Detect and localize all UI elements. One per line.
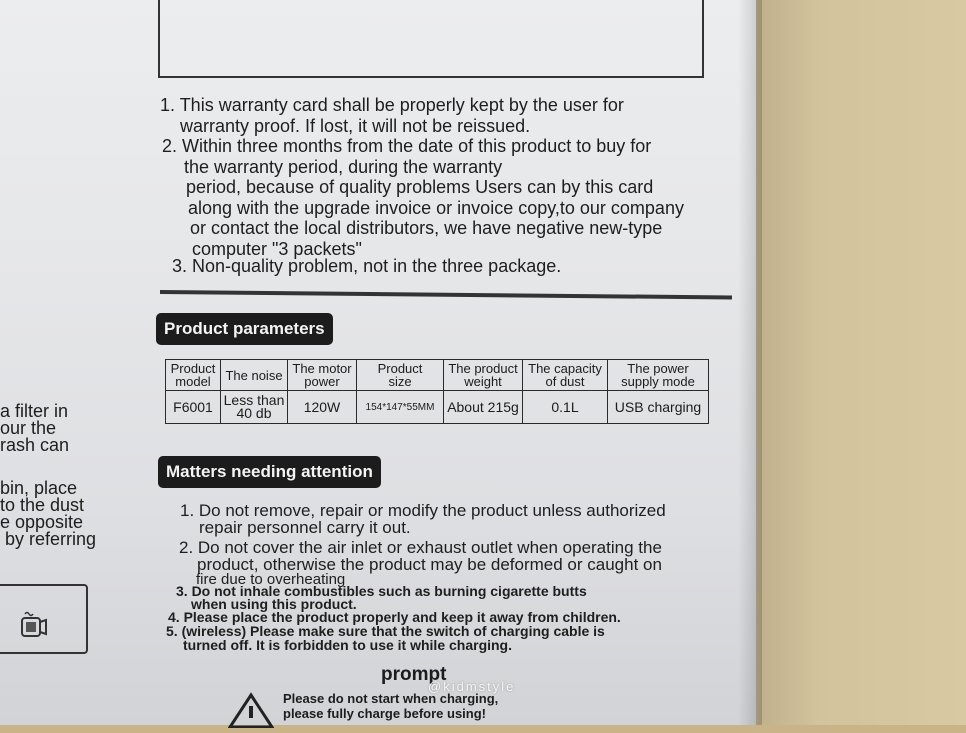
watermark: @kidmstyle bbox=[428, 679, 516, 694]
table-row bbox=[166, 391, 709, 424]
attention-heading: Matters needing attention bbox=[158, 456, 381, 488]
list-item: product, otherwise the product may be deformed or caught on bbox=[197, 555, 662, 574]
table-header-row bbox=[166, 360, 709, 391]
product-parameters-table bbox=[165, 359, 709, 424]
list-item: turned off. It is forbidden to use it while charging. bbox=[183, 637, 512, 653]
header-product-size: Product size bbox=[357, 360, 444, 391]
warranty-item-2: 2. Within three months from the date of this product to buy for the warranty period, during the warranty period, because of quality problems Users can by this card along with the upgrade invoice or invoice copy,to our company or contact the local distributors, we have negative new-type computer "3 packets" bbox=[162, 136, 684, 259]
value-motor-power: 120W bbox=[288, 391, 357, 424]
side-text-bottom: bin, place to the dust e opposite by referring bbox=[0, 478, 97, 549]
prompt-text: Please do not start when charging, please fully charge before using! bbox=[283, 691, 499, 721]
value-model: F6001 bbox=[166, 391, 221, 424]
warning-triangle-icon bbox=[228, 692, 274, 733]
list-item: 3. Do not inhale combustibles such as burning cigarette butts bbox=[176, 583, 587, 599]
list-item: repair personnel carry it out. bbox=[199, 518, 411, 537]
list-item: 4. Please place the product properly and keep it away from children. bbox=[168, 609, 621, 625]
value-dust-capacity: 0.1L bbox=[523, 391, 608, 424]
header-product-weight: The product weight bbox=[444, 360, 523, 391]
side-illustration-box bbox=[0, 584, 88, 654]
list-item: fire due to overheating bbox=[196, 571, 346, 588]
background-wood bbox=[756, 0, 966, 725]
vacuum-icon bbox=[16, 608, 50, 647]
paper-edge-shadow bbox=[738, 0, 762, 725]
header-power-supply: The power supply mode bbox=[608, 360, 709, 391]
header-dust-capacity: The capacity of dust bbox=[523, 360, 608, 391]
value-power-supply: USB charging bbox=[608, 391, 709, 424]
side-text-top: a filter in our the rash can bbox=[0, 401, 70, 455]
header-noise: The noise bbox=[221, 360, 288, 391]
warranty-item-1: 1. This warranty card shall be properly kept by the user for warranty proof. If lost, it will not be reissued. bbox=[160, 95, 624, 136]
list-item: 2. Do not cover the air inlet or exhaust outlet when operating the bbox=[179, 538, 662, 557]
list-item: 1. Do not remove, repair or modify the product unless authorized bbox=[180, 501, 666, 520]
warranty-item-3: 3. Non-quality problem, not in the three package. bbox=[172, 256, 562, 276]
product-parameters-heading: Product parameters bbox=[156, 313, 333, 345]
value-size: 154*147*55MM bbox=[357, 391, 444, 424]
value-weight: About 215g bbox=[444, 391, 523, 424]
prompt-title: prompt bbox=[381, 664, 447, 685]
warranty-info-box bbox=[158, 0, 704, 78]
header-motor-power: The motor power bbox=[288, 360, 357, 391]
list-item: when using this product. bbox=[191, 596, 357, 612]
value-noise: Less than 40 db bbox=[221, 391, 288, 424]
list-item: 5. (wireless) Please make sure that the switch of charging cable is bbox=[166, 623, 605, 639]
header-product-model: Product model bbox=[166, 360, 221, 391]
